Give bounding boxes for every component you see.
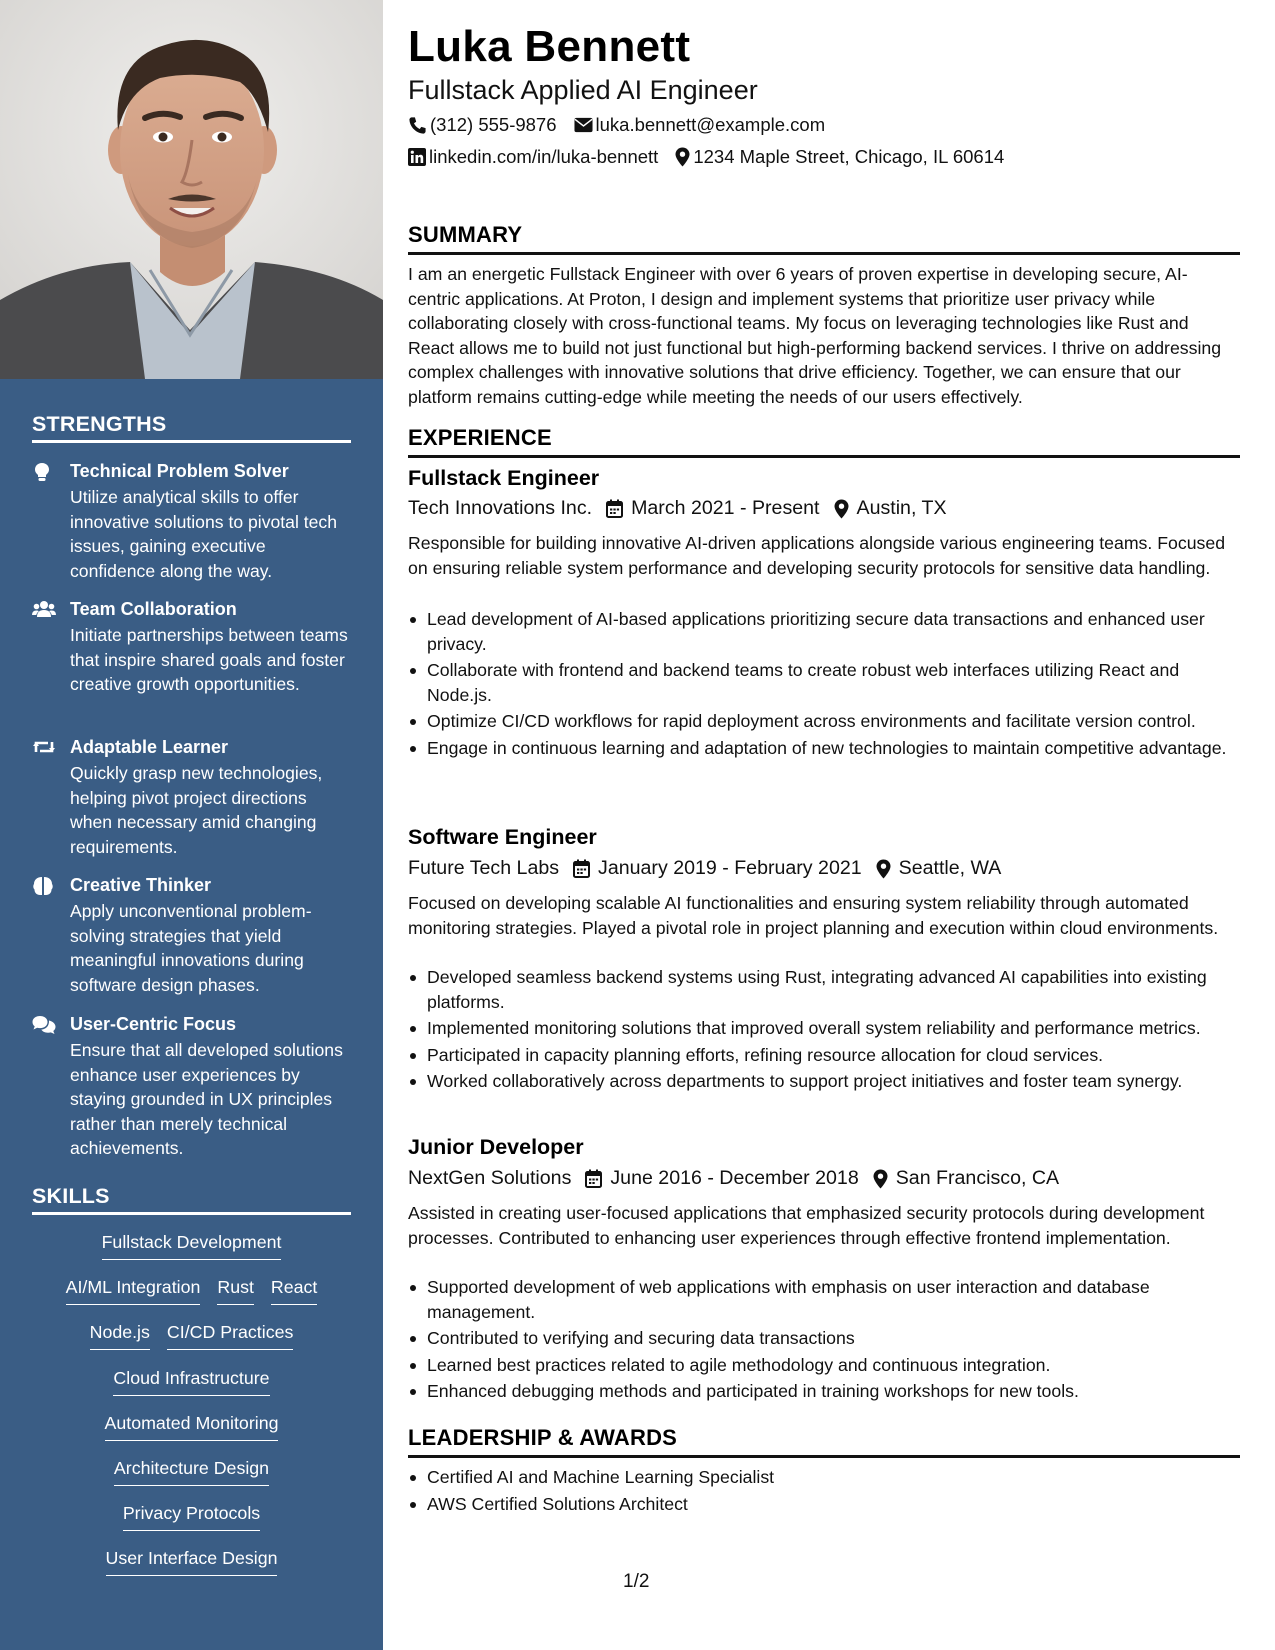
job-meta: [408, 497, 947, 520]
skill-tag: Automated Monitoring: [105, 1411, 279, 1441]
summary-heading: SUMMARY: [408, 222, 1240, 255]
bullet-item: Enhanced debugging methods and participated in training workshops for new tools.: [408, 1379, 1240, 1404]
contact-line-1: [408, 114, 825, 136]
job-bullets: [408, 965, 1240, 1096]
skill-tag: Cloud Infrastructure: [113, 1366, 269, 1396]
address-contact: [675, 146, 1004, 168]
skill-tag: Node.js: [90, 1320, 150, 1350]
calendar-icon: [585, 1169, 610, 1188]
job-meta: [408, 1167, 1059, 1190]
map-marker-icon: [834, 499, 857, 519]
job-dates: June 2016 - December 2018: [610, 1167, 859, 1189]
comments-icon: [32, 1015, 54, 1035]
job-location: Austin, TX: [856, 497, 947, 519]
map-marker-icon: [873, 1169, 896, 1189]
bullet-item: Engage in continuous learning and adaptation of new technologies to maintain competitive advantage.: [408, 736, 1240, 761]
skills-heading: SKILLS: [32, 1184, 351, 1215]
skills-list: [32, 1230, 351, 1592]
bullet-item: Optimize CI/CD workflows for rapid deployment across environments and facilitate version control.: [408, 709, 1240, 734]
strength-description: Ensure that all developed solutions enhance user experiences by staying grounded in UX principles rather than merely technical achievements.: [70, 1040, 343, 1158]
page-number: 1/2: [623, 1571, 650, 1592]
contact-line-2: [408, 146, 1004, 168]
strengths-heading: STRENGTHS: [32, 412, 351, 443]
email-contact[interactable]: [574, 114, 826, 136]
linkedin-icon: [408, 148, 429, 166]
calendar-icon: [606, 499, 631, 518]
job-bullets: [408, 1275, 1240, 1406]
bullet-item: Collaborate with frontend and backend teams to create robust web interfaces utilizing React and Node.js.: [408, 658, 1240, 707]
company-name: Tech Innovations Inc.: [408, 497, 593, 519]
sidebar: [0, 0, 383, 1650]
leadership-bullets: [408, 1465, 1240, 1518]
strength-title: Technical Problem Solver: [70, 461, 289, 481]
job-title: Software Engineer: [408, 825, 597, 849]
candidate-name: Luka Bennett: [408, 22, 691, 71]
linkedin-text: linkedin.com/in/luka-bennett: [429, 146, 659, 167]
bullet-item: Certified AI and Machine Learning Specialist: [408, 1465, 1240, 1490]
skill-tag: Architecture Design: [114, 1456, 269, 1486]
calendar-icon: [573, 859, 598, 878]
bullet-item: Participated in capacity planning efforts, refining resource allocation for cloud services.: [408, 1043, 1240, 1068]
job-dates: March 2021 - Present: [631, 497, 820, 519]
linkedin-contact[interactable]: [408, 146, 658, 168]
job-description: Focused on developing scalable AI functionalities and ensuring system reliability through automated monitoring strategies. Played a pivotal role in project planning and execution within cloud environments.: [408, 893, 1219, 938]
strength-title: Creative Thinker: [70, 875, 212, 895]
strength-description: Quickly grasp new technologies, helping pivot project directions when necessary amid changing requirements.: [70, 763, 323, 857]
skill-tag: CI/CD Practices: [167, 1320, 293, 1350]
bullet-item: Contributed to verifying and securing data transactions: [408, 1326, 1240, 1351]
job-bullets: [408, 607, 1240, 762]
strength-description: Apply unconventional problem-solving strategies that yield meaningful innovations during software design phases.: [70, 901, 312, 995]
bullet-item: Implemented monitoring solutions that improved overall system reliability and performance metrics.: [408, 1016, 1240, 1041]
skill-tag: AI/ML Integration: [66, 1275, 201, 1305]
job-title: Fullstack Engineer: [408, 466, 600, 490]
company-name: Future Tech Labs: [408, 857, 560, 879]
retweet-icon: [32, 738, 54, 758]
candidate-title: Fullstack Applied AI Engineer: [408, 75, 758, 105]
phone-icon: [408, 116, 430, 135]
phone-contact[interactable]: [408, 114, 557, 136]
skill-tag: User Interface Design: [106, 1546, 278, 1576]
lightbulb-icon: [32, 462, 54, 482]
strength-title: Team Collaboration: [70, 599, 237, 619]
strength-title: Adaptable Learner: [70, 737, 229, 757]
job-dates: January 2019 - February 2021: [598, 857, 862, 879]
envelope-icon: [574, 117, 596, 133]
bullet-item: Developed seamless backend systems using Rust, integrating advanced AI capabilities into existing platforms.: [408, 965, 1240, 1014]
strength-description: Utilize analytical skills to offer innovative solutions to pivotal tech issues, gaining executive confidence along the way.: [70, 487, 337, 581]
skill-tag: Privacy Protocols: [123, 1501, 260, 1531]
skill-tag: Rust: [217, 1275, 254, 1305]
experience-heading: EXPERIENCE: [408, 425, 1240, 458]
job-location: Seattle, WA: [898, 857, 1002, 879]
strength-title: User-Centric Focus: [70, 1014, 237, 1034]
strength-description: Initiate partnerships between teams that inspire shared goals and foster creative growth opportunities.: [70, 625, 348, 694]
map-marker-icon: [876, 859, 899, 879]
job-description: Responsible for building innovative AI-driven applications alongside various engineering teams. Focused on ensuring reliable system performance and developing security protocols for sensitive data handling.: [408, 533, 1226, 578]
phone-text: (312) 555-9876: [430, 114, 557, 135]
leadership-heading: LEADERSHIP & AWARDS: [408, 1425, 1240, 1458]
brain-icon: [32, 876, 54, 896]
profile-photo: [0, 0, 383, 379]
skill-tag: Fullstack Development: [102, 1230, 282, 1260]
bullet-item: AWS Certified Solutions Architect: [408, 1492, 1240, 1517]
map-marker-icon: [675, 147, 693, 167]
bullet-item: Supported development of web applications with emphasis on user interaction and database management.: [408, 1275, 1240, 1324]
email-text: luka.bennett@example.com: [595, 114, 826, 135]
address-text: 1234 Maple Street, Chicago, IL 60614: [693, 146, 1005, 167]
users-icon: [32, 600, 54, 620]
summary-text: I am an energetic Fullstack Engineer with over 6 years of proven expertise in developing secure, AI-centric applications. At Proton, I design and implement systems that prioritize user privacy while collaborating closely with cross-functional teams. My focus on leveraging technologies like Rust and React allows me to build not just functional but high-performing backend services. I thrive on addressing complex challenges with innovative solutions that drive efficiency. Together, we can ensure that our platform remains cutting-edge while meeting the needs of our users effectively.: [408, 264, 1222, 407]
job-title: Junior Developer: [408, 1135, 584, 1159]
skill-tag: React: [271, 1275, 317, 1305]
job-description: Assisted in creating user-focused applications that emphasized security protocols during development processes. Contributed to enhancing user experiences through effective frontend implementation.: [408, 1203, 1205, 1248]
company-name: NextGen Solutions: [408, 1167, 572, 1189]
bullet-item: Lead development of AI-based applications prioritizing secure data transactions and enhanced user privacy.: [408, 607, 1240, 656]
job-location: San Francisco, CA: [895, 1167, 1060, 1189]
bullet-item: Learned best practices related to agile methodology and continuous integration.: [408, 1353, 1240, 1378]
bullet-item: Worked collaboratively across departments to support project initiatives and foster team synergy.: [408, 1069, 1240, 1094]
job-meta: [408, 857, 1001, 880]
